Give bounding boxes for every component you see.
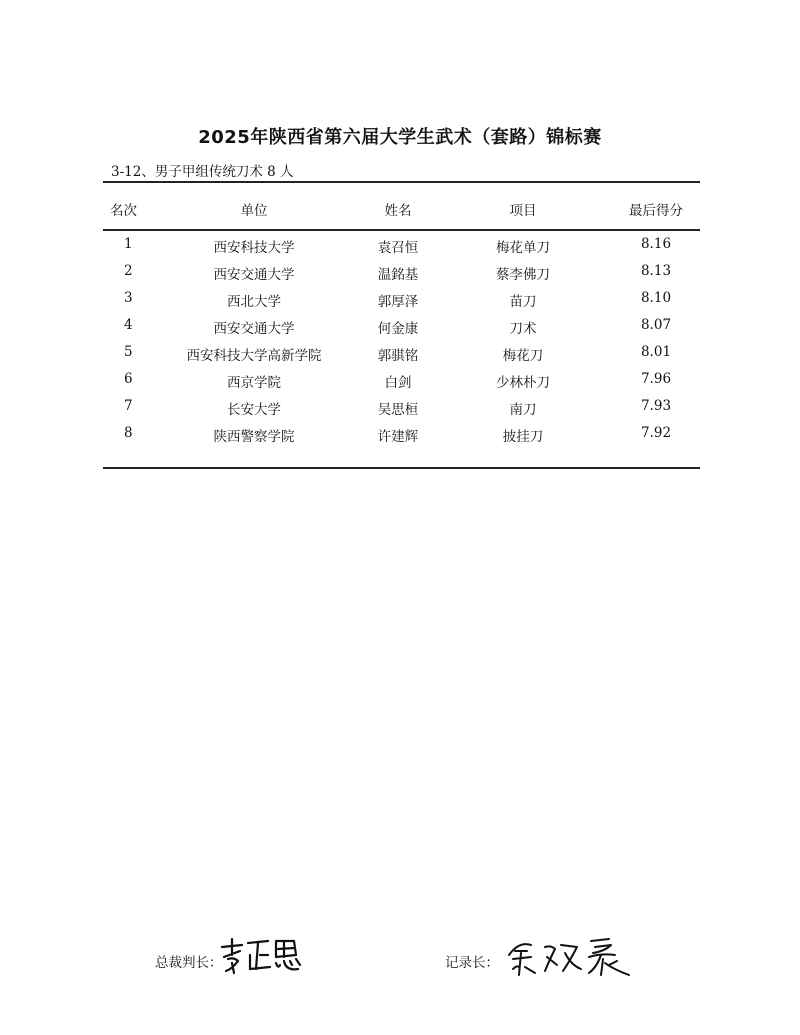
score-cell: 8.10: [640, 290, 672, 306]
score-cell: 8.13: [640, 263, 672, 279]
header-name: 姓名: [384, 203, 412, 219]
item-cell: 少林朴刀: [496, 375, 550, 391]
item-cell: 南刀: [509, 402, 537, 418]
item-cell: 梅花刀: [502, 348, 544, 364]
item-cell: 披挂刀: [502, 429, 544, 445]
table-row: 6 西京学院 白剑 少林朴刀 7.96: [124, 371, 672, 391]
header-unit: 单位: [240, 203, 268, 219]
score-cell: 7.96: [640, 371, 672, 387]
name-cell: 白剑: [384, 375, 412, 391]
recorder-signature: [505, 935, 633, 979]
name-cell: 吴思桓: [377, 402, 419, 418]
score-cell: 8.16: [640, 236, 672, 252]
item-cell: 蔡李佛刀: [496, 267, 550, 283]
name-cell: 郭厚泽: [377, 294, 419, 310]
chief-judge-signature: [218, 935, 302, 975]
name-cell: 郭骐铭: [377, 348, 419, 364]
table-row: 5 西安科技大学高新学院 郭骐铭 梅花刀 8.01: [124, 344, 672, 364]
item-cell: 刀术: [509, 321, 537, 337]
header-score: 最后得分: [629, 203, 683, 219]
recorder-label: 记录长：: [445, 955, 499, 971]
name-cell: 温銘基: [377, 267, 419, 283]
unit-cell: 西安交通大学: [213, 267, 295, 283]
event-subtitle: 3-12、男子甲组传统刀术 8 人: [111, 164, 294, 180]
header-item: 项目: [509, 203, 537, 219]
table-row: 3 西北大学 郭厚泽 苗刀 8.10: [124, 290, 672, 310]
table-row: 4 西安交通大学 何金康 刀术 8.07: [124, 317, 672, 337]
chief-judge-label: 总裁判长：: [155, 955, 223, 971]
score-cell: 7.93: [640, 398, 672, 414]
page-title: 2025年陕西省第六届大学生武术（套路）锦标赛: [198, 127, 602, 148]
table-row: 1 西安科技大学 袁召恒 梅花单刀 8.16: [124, 236, 672, 256]
name-cell: 许建辉: [377, 429, 419, 445]
unit-cell: 西安交通大学: [213, 321, 295, 337]
name-cell: 袁召恒: [377, 240, 419, 256]
table-row: 8 陕西警察学院 许建辉 披挂刀 7.92: [124, 425, 672, 445]
table-row: 7 长安大学 吴思桓 南刀 7.93: [124, 398, 672, 418]
table-row: 2 西安交通大学 温銘基 蔡李佛刀 8.13: [124, 263, 672, 283]
signature-block: [0, 935, 800, 985]
name-cell: 何金康: [377, 321, 419, 337]
table-bottom-rule: [103, 467, 700, 469]
unit-cell: 西安科技大学: [213, 240, 295, 256]
unit-cell: 西北大学: [227, 294, 281, 310]
unit-cell: 西安科技大学高新学院: [186, 348, 322, 364]
table-header-row: 名次 单位 姓名 项目 最后得分: [0, 199, 800, 225]
table-header-rule: [103, 229, 700, 231]
item-cell: 苗刀: [509, 294, 537, 310]
table-top-rule: [103, 181, 700, 183]
item-cell: 梅花单刀: [496, 240, 550, 256]
score-cell: 8.01: [640, 344, 672, 360]
unit-cell: 长安大学: [227, 402, 281, 418]
unit-cell: 西京学院: [227, 375, 281, 391]
score-cell: 7.92: [640, 425, 672, 441]
unit-cell: 陕西警察学院: [213, 429, 295, 445]
score-cell: 8.07: [640, 317, 672, 333]
